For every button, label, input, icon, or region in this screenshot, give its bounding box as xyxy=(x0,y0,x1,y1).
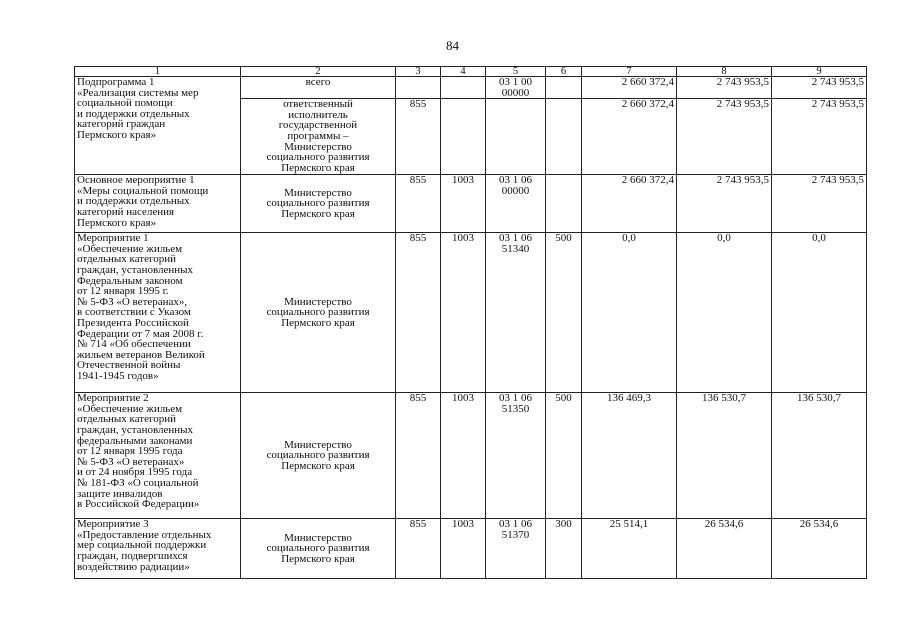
table-row xyxy=(75,393,867,519)
value-cell: 2 743 953,5 xyxy=(677,175,772,233)
col-header: 8 xyxy=(677,67,772,77)
cell: 03 1 06 00000 xyxy=(486,175,546,233)
cell: 1003 xyxy=(441,519,486,579)
cell: 855 xyxy=(396,233,441,393)
column-number-row xyxy=(75,67,867,77)
value-cell: 26 534,6 xyxy=(772,519,867,579)
cell: 855 xyxy=(396,519,441,579)
table-row xyxy=(75,77,867,99)
cell: 855 xyxy=(396,99,441,175)
value-cell: 0,0 xyxy=(677,233,772,393)
subprogram-name: Подпрограмма 1 «Реализация системы мер социальной помощи и поддержки отдельных категорий граждан Пермского края» xyxy=(75,77,241,175)
value-cell: 2 743 953,5 xyxy=(677,77,772,99)
col-header: 6 xyxy=(546,67,582,77)
table-row xyxy=(75,233,867,393)
cell xyxy=(441,77,486,99)
cell: 03 1 06 51340 xyxy=(486,233,546,393)
table-row xyxy=(75,519,867,579)
executor-cell: Министерство социального развития Пермского края xyxy=(241,393,396,519)
col-header: 5 xyxy=(486,67,546,77)
activity-name: Мероприятие 1 «Обеспечение жильем отдельных категорий граждан, установленных Федеральным законом от 12 января 1995 г. № 5-ФЗ «О ветеранах», в соответствии с Указом Президента Российской Федерации от 7 мая 2008 г. № 714 «Об обеспечении жильем ветеранов Великой Отечественной войны 1941-1945 годов» xyxy=(75,233,241,393)
cell: 03 1 06 51370 xyxy=(486,519,546,579)
col-header: 3 xyxy=(396,67,441,77)
value-cell: 26 534,6 xyxy=(677,519,772,579)
value-cell: 25 514,1 xyxy=(582,519,677,579)
value-cell: 0,0 xyxy=(582,233,677,393)
executor-cell: Министерство социального развития Пермского края xyxy=(241,175,396,233)
cell: 1003 xyxy=(441,393,486,519)
page-number: 84 xyxy=(446,38,459,53)
activity-name: Основное мероприятие 1 «Меры социальной помощи и поддержки отдельных категорий населения Пермского края» xyxy=(75,175,241,233)
cell xyxy=(441,99,486,175)
cell: 855 xyxy=(396,175,441,233)
value-cell: 136 469,3 xyxy=(582,393,677,519)
table-row xyxy=(75,175,867,233)
cell xyxy=(396,77,441,99)
cell xyxy=(486,99,546,175)
executor-cell: Министерство социального развития Пермского края xyxy=(241,519,396,579)
cell: 300 xyxy=(546,519,582,579)
value-cell: 2 660 372,4 xyxy=(582,99,677,175)
cell: 03 1 06 51350 xyxy=(486,393,546,519)
cell xyxy=(546,175,582,233)
col-header: 9 xyxy=(772,67,867,77)
cell: 03 1 00 00000 xyxy=(486,77,546,99)
value-cell: 2 660 372,4 xyxy=(582,77,677,99)
value-cell: 2 660 372,4 xyxy=(582,175,677,233)
col-header: 2 xyxy=(241,67,396,77)
cell: 1003 xyxy=(441,175,486,233)
activity-name: Мероприятие 2 «Обеспечение жильем отдельных категорий граждан, установленных федеральными законами от 12 января 1995 года № 5-ФЗ «О ветеранах» и от 24 ноября 1995 года № 181-ФЗ «О социальной защите инвалидов в Российской Федерации» xyxy=(75,393,241,519)
col-header: 4 xyxy=(441,67,486,77)
value-cell: 2 743 953,5 xyxy=(772,77,867,99)
executor-cell: Министерство социального развития Пермского края xyxy=(241,233,396,393)
cell: 500 xyxy=(546,233,582,393)
col-header: 7 xyxy=(582,67,677,77)
cell: 1003 xyxy=(441,233,486,393)
activity-name: Мероприятие 3 «Предоставление отдельных мер социальной поддержки граждан, подвергшихся воздействию радиации» xyxy=(75,519,241,579)
cell: 855 xyxy=(396,393,441,519)
value-cell: 2 743 953,5 xyxy=(677,99,772,175)
value-cell: 136 530,7 xyxy=(677,393,772,519)
value-cell: 136 530,7 xyxy=(772,393,867,519)
value-cell: 2 743 953,5 xyxy=(772,99,867,175)
value-cell: 0,0 xyxy=(772,233,867,393)
value-cell: 2 743 953,5 xyxy=(772,175,867,233)
executor-cell: ответственный исполнитель государственной программы – Министерство социального развития Пермского края xyxy=(241,99,396,175)
cell: 500 xyxy=(546,393,582,519)
budget-table xyxy=(74,66,867,579)
cell xyxy=(546,99,582,175)
col-header: 1 xyxy=(75,67,241,77)
cell xyxy=(546,77,582,99)
executor-cell: всего xyxy=(241,77,396,99)
